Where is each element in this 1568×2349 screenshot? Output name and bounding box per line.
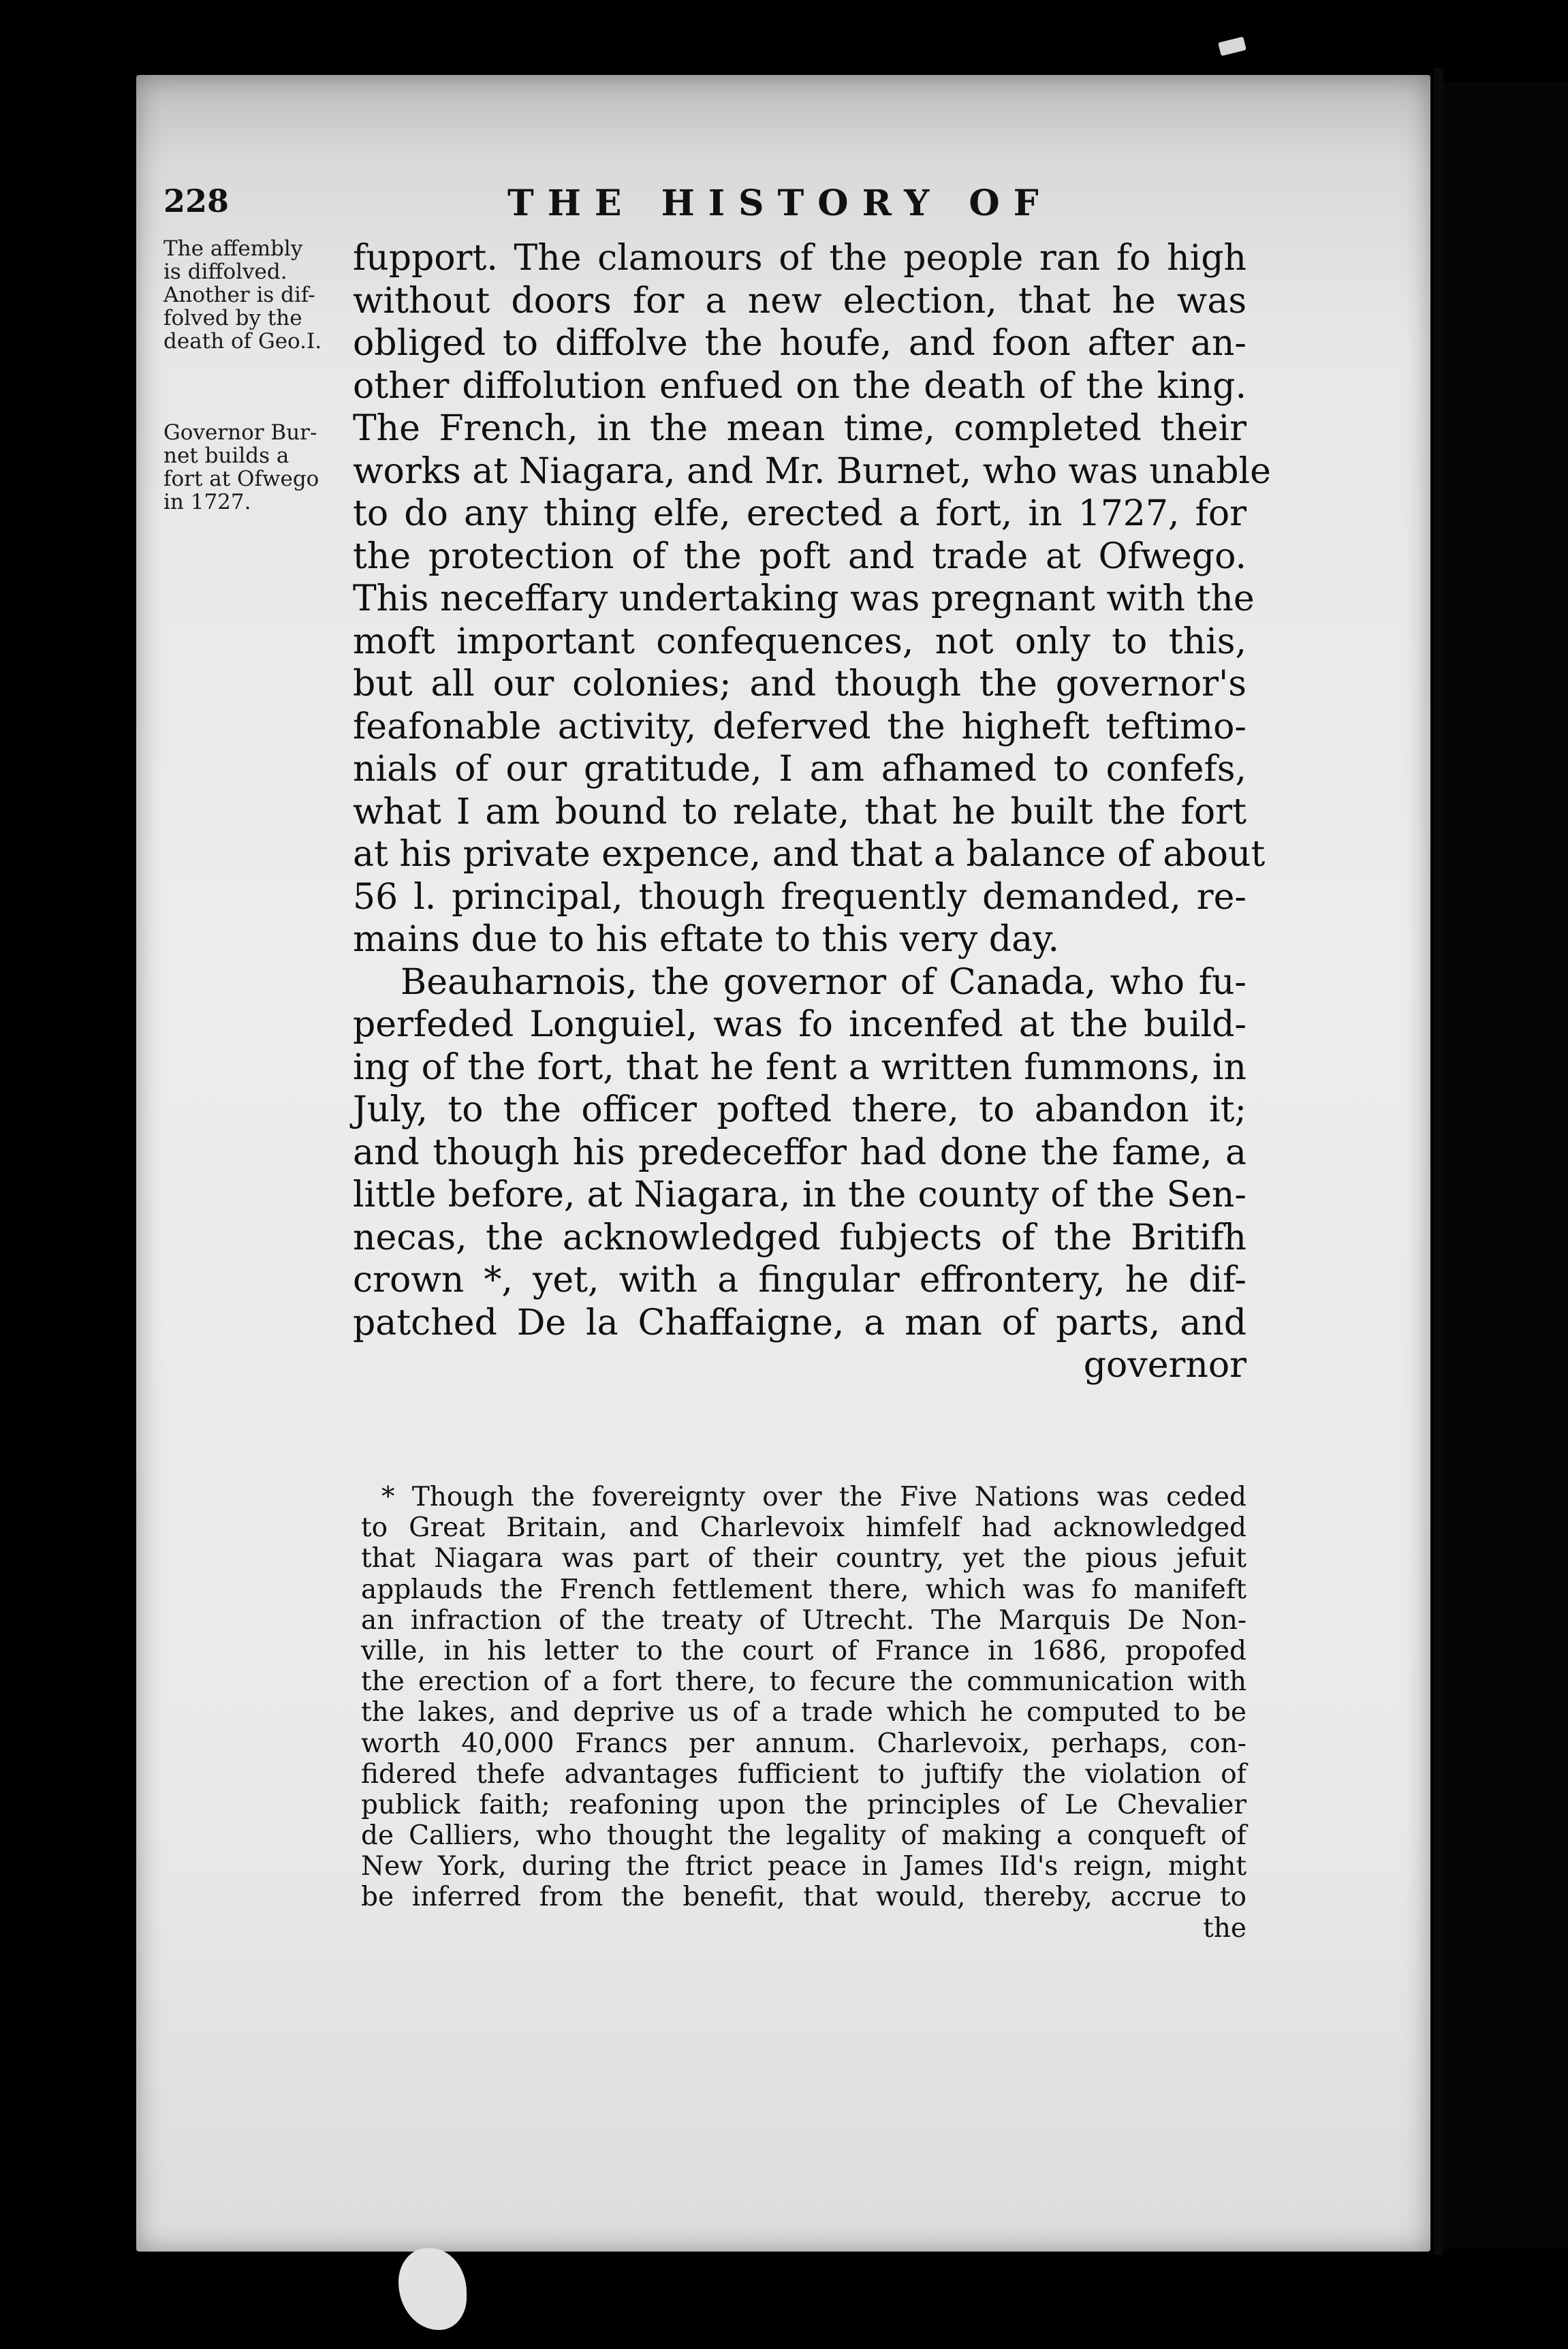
footnote-catchword: the xyxy=(1203,1912,1246,1944)
margin-note-line: folved by the xyxy=(163,306,302,330)
main-text xyxy=(353,237,1271,1387)
margin-note-line: net builds a xyxy=(163,444,289,468)
text-line: 56 l. principal, though frequently demanded, re- xyxy=(353,876,1246,918)
footnote-line: New York, during the ftrict peace in James IId's reign, might xyxy=(361,1851,1246,1882)
footnote-line: ville, in his letter to the court of France in 1686, propofed xyxy=(361,1635,1246,1666)
text-line: obliged to diffolve the houfe, and foon after an- xyxy=(353,323,1246,364)
margin-note-line: Another is dif- xyxy=(163,283,315,307)
text-line: moft important confequences, not only to this, xyxy=(353,621,1246,662)
text-line: crown *, yet, with a fingular effrontery, he dif- xyxy=(353,1260,1246,1301)
margin-note-fort xyxy=(163,421,351,514)
running-head: THE HISTORY OF xyxy=(507,183,1052,224)
text-line: what I am bound to relate, that he built the fort xyxy=(353,791,1246,833)
footnote xyxy=(361,1482,1246,1944)
footnote-line: an infraction of the treaty of Utrecht. The Marquis De Non- xyxy=(361,1604,1246,1636)
margin-note-line: death of Geo.I. xyxy=(163,329,322,354)
text-line: This neceffary undertaking was pregnant with the xyxy=(353,578,1255,619)
text-line: to do any thing elfe, erected a fort, in 1727, for xyxy=(353,493,1246,534)
footnote-line: the erection of a fort there, to fecure the communication with xyxy=(361,1666,1246,1698)
margin-note-assembly xyxy=(163,237,351,353)
footnote-line: de Calliers, who thought the legality of making a conqueft of xyxy=(361,1820,1246,1852)
text-line: at his private expence, and that a balance of about xyxy=(353,834,1266,875)
footnote-line: to Great Britain, and Charlevoix himfelf had acknowledged xyxy=(361,1512,1246,1544)
text-line: ing of the fort, that he fent a written fummons, in xyxy=(353,1046,1246,1088)
page-number: 228 xyxy=(163,183,230,219)
page-header xyxy=(163,183,1253,230)
text-line: works at Niagara, and Mr. Burnet, who was unable xyxy=(353,450,1271,492)
page-gutter xyxy=(1434,68,1443,2255)
footnote-line: applauds the French fettlement there, which was fo manifeft xyxy=(361,1574,1246,1605)
text-line: other diffolution enfued on the death of the king. xyxy=(353,365,1246,407)
text-line: nials of our gratitude, I am afhamed to confefs, xyxy=(353,749,1246,790)
text-line: but all our colonies; and though the governor's xyxy=(353,664,1246,704)
footnote-line: fidered thefe advantages fufficient to juftify the violation of xyxy=(361,1758,1246,1790)
footnote-line: * Though the fovereignty over the Five Nations was ceded xyxy=(381,1482,1246,1512)
text-line: Beauharnois, the governor of Canada, who fu- xyxy=(401,961,1246,1003)
text-line: without doors for a new election, that he was xyxy=(353,280,1246,322)
text-line: patched De la Chaffaigne, a man of parts, and xyxy=(353,1302,1246,1343)
catchword: governor xyxy=(1083,1345,1246,1386)
text-line: The French, in the mean time, completed their xyxy=(353,408,1246,449)
text-line: mains due to his eftate to this very day. xyxy=(353,919,1060,960)
margin-note-line: The affembly xyxy=(163,236,303,261)
text-line: and though his predeceffor had done the fame, a xyxy=(353,1132,1246,1173)
facing-page-edge xyxy=(1443,82,1568,2248)
footnote-line: be inferred from the benefit, that would, thereby, accrue to xyxy=(361,1882,1246,1913)
text-line: feafonable activity, deferved the higheft teftimo- xyxy=(353,706,1246,747)
margin-note-line: Governor Bur- xyxy=(163,420,317,445)
margin-note-line: is diffolved. xyxy=(163,260,287,284)
text-line: fupport. The clamours of the people ran fo high xyxy=(353,238,1246,279)
footnote-line: publick faith; reafoning upon the principles of Le Chevalier xyxy=(361,1789,1246,1820)
text-line: July, to the officer pofted there, to abandon it; xyxy=(353,1089,1246,1130)
margin-note-line: in 1727. xyxy=(163,490,251,514)
footnote-line: worth 40,000 Francs per annum. Charlevoix, perhaps, con- xyxy=(361,1728,1246,1759)
margin-note-line: fort at Ofwego xyxy=(163,467,319,491)
text-line: perfeded Longuiel, was fo incenfed at the build- xyxy=(353,1004,1246,1045)
text-line: the protection of the poft and trade at Ofwego. xyxy=(353,535,1246,577)
text-line: necas, the acknowledged fubjects of the Britifh xyxy=(353,1217,1246,1258)
text-line: little before, at Niagara, in the county of the Sen- xyxy=(353,1174,1246,1215)
footnote-line: that Niagara was part of their country, yet the pious jefuit xyxy=(361,1543,1246,1574)
footnote-line: the lakes, and deprive us of a trade which he computed to be xyxy=(361,1697,1246,1728)
